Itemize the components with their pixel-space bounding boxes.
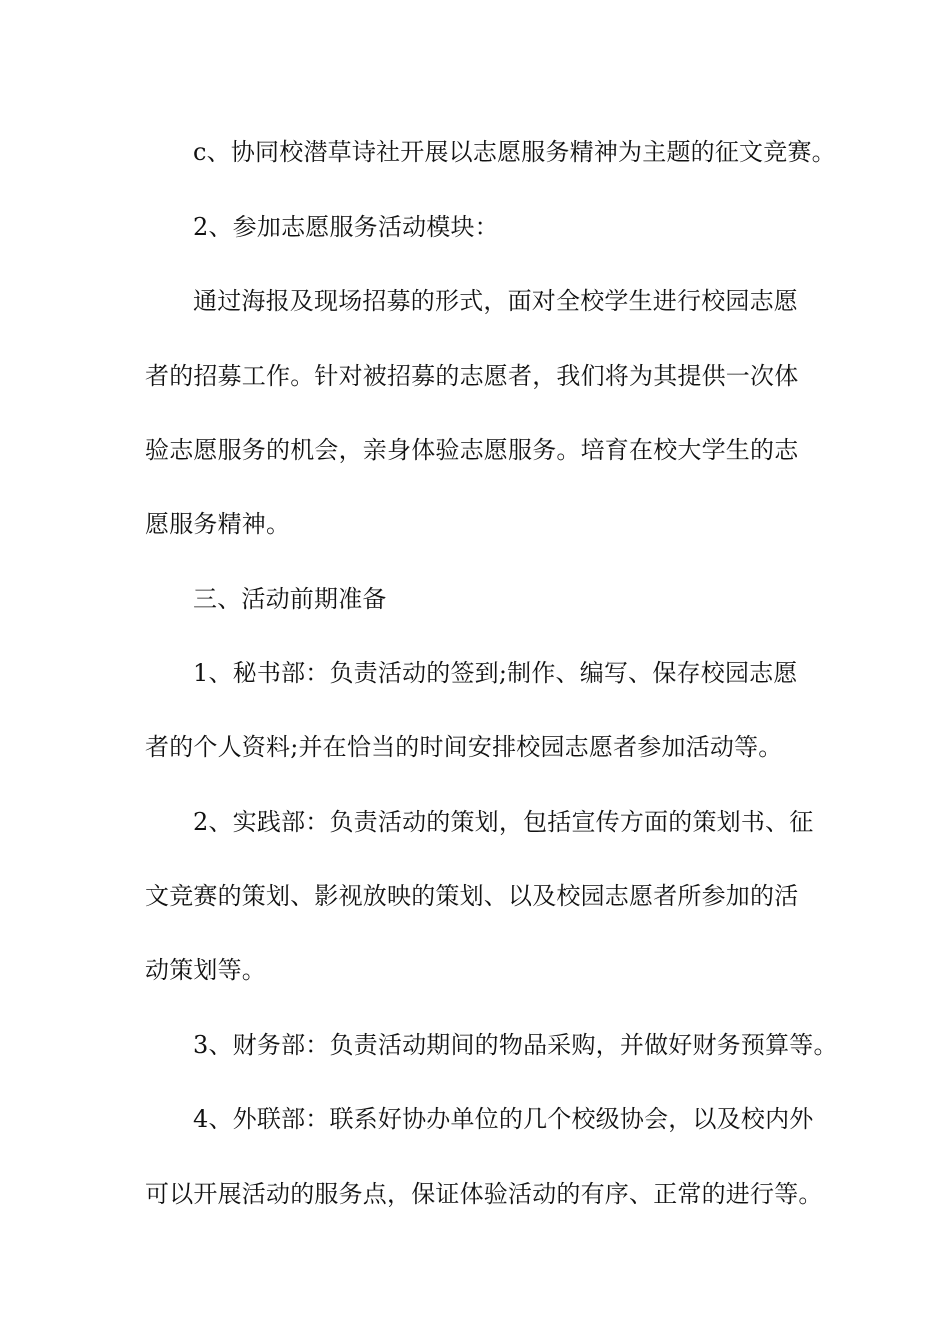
paragraph-line: c、协同校潜草诗社开展以志愿服务精神为主题的征文竞赛。	[193, 138, 836, 166]
section-heading: 2、参加志愿服务活动模块：	[193, 213, 499, 241]
paragraph-line: 者的个人资料;并在恰当的时间安排校园志愿者参加活动等。	[145, 733, 783, 761]
paragraph-line: 动策划等。	[145, 956, 266, 984]
paragraph-line: 可以开展活动的服务点，保证体验活动的有序、正常的进行等。	[145, 1180, 823, 1208]
paragraph-line: 通过海报及现场招募的形式，面对全校学生进行校园志愿	[193, 287, 798, 315]
paragraph-line: 愿服务精神。	[145, 510, 291, 538]
paragraph-line: 1、秘书部：负责活动的签到;制作、编写、保存校园志愿	[193, 659, 798, 687]
paragraph-line: 者的招募工作。针对被招募的志愿者，我们将为其提供一次体	[145, 362, 799, 390]
paragraph-line: 4、外联部：联系好协办单位的几个校级协会，以及校内外	[193, 1105, 814, 1133]
paragraph-line: 3、财务部：负责活动期间的物品采购，并做好财务预算等。	[193, 1031, 838, 1059]
section-heading: 三、活动前期准备	[193, 585, 387, 613]
paragraph-line: 验志愿服务的机会，亲身体验志愿服务。培育在校大学生的志	[145, 436, 799, 464]
paragraph-line: 文竞赛的策划、影视放映的策划、以及校园志愿者所参加的活	[145, 882, 799, 910]
paragraph-line: 2、实践部：负责活动的策划，包括宣传方面的策划书、征	[193, 808, 814, 836]
